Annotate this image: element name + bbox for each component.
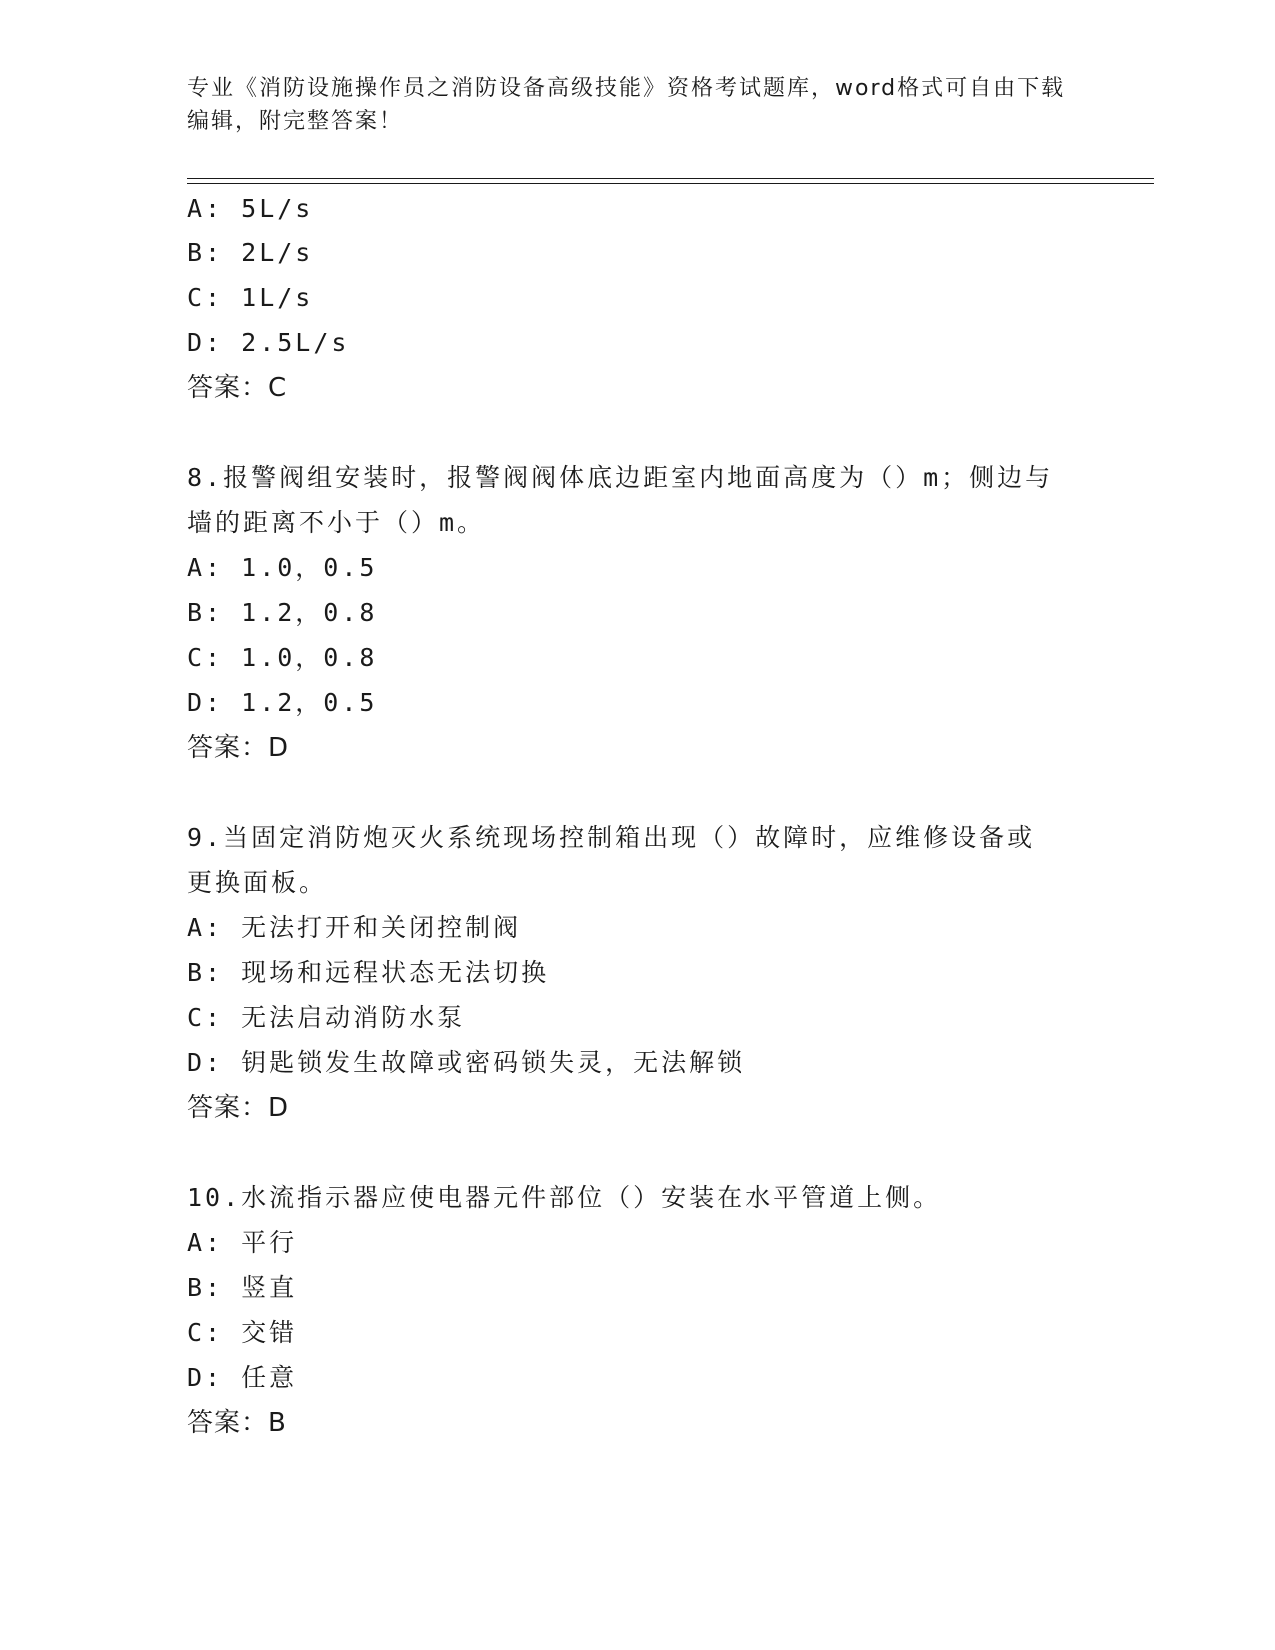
- header-divider-top: [187, 178, 1154, 179]
- q7-answer: 答案：C: [187, 373, 288, 403]
- q8-stem-line1: 8.报警阀组安装时，报警阀阀体底边距室内地面高度为（）m；侧边与: [187, 463, 1054, 492]
- q9-option-c: C: 无法启动消防水泵: [187, 1003, 466, 1032]
- q8-stem-line2: 墙的距离不小于（）m。: [187, 508, 486, 537]
- q10-option-d: D: 任意: [187, 1363, 298, 1392]
- document-header: 专业《消防设施操作员之消防设备高级技能》资格考试题库，word格式可自由下载编辑，附完整答案！: [187, 76, 1066, 134]
- q9-option-b: B: 现场和远程状态无法切换: [187, 958, 550, 987]
- q7-option-c: C: 1L/s: [187, 283, 314, 312]
- q8-option-c: C: 1.0，0.8: [187, 643, 378, 672]
- q7-option-b: B: 2L/s: [187, 238, 314, 267]
- q9-option-d: D: 钥匙锁发生故障或密码锁失灵，无法解锁: [187, 1048, 746, 1077]
- q8-option-b: B: 1.2，0.8: [187, 598, 378, 627]
- q10-option-a: A: 平行: [187, 1228, 298, 1257]
- q8-option-a: A: 1.0，0.5: [187, 553, 378, 582]
- q8-answer: 答案：D: [187, 733, 290, 763]
- q8-option-d: D: 1.2，0.5: [187, 688, 378, 717]
- q10-option-b: B: 竖直: [187, 1273, 298, 1302]
- q7-option-d: D: 2.5L/s: [187, 328, 350, 357]
- q10-stem-line1: 10.水流指示器应使电器元件部位（）安装在水平管道上侧。: [187, 1183, 942, 1212]
- q9-option-a: A: 无法打开和关闭控制阀: [187, 913, 522, 942]
- q9-stem-line1: 9.当固定消防炮灭火系统现场控制箱出现（）故障时，应维修设备或: [187, 823, 1036, 852]
- q10-option-c: C: 交错: [187, 1318, 298, 1347]
- q7-option-a: A: 5L/s: [187, 194, 314, 223]
- q10-answer: 答案：B: [187, 1408, 287, 1438]
- q9-answer: 答案：D: [187, 1093, 290, 1123]
- q9-stem-line2: 更换面板。: [187, 868, 328, 897]
- header-divider-bottom: [187, 183, 1154, 184]
